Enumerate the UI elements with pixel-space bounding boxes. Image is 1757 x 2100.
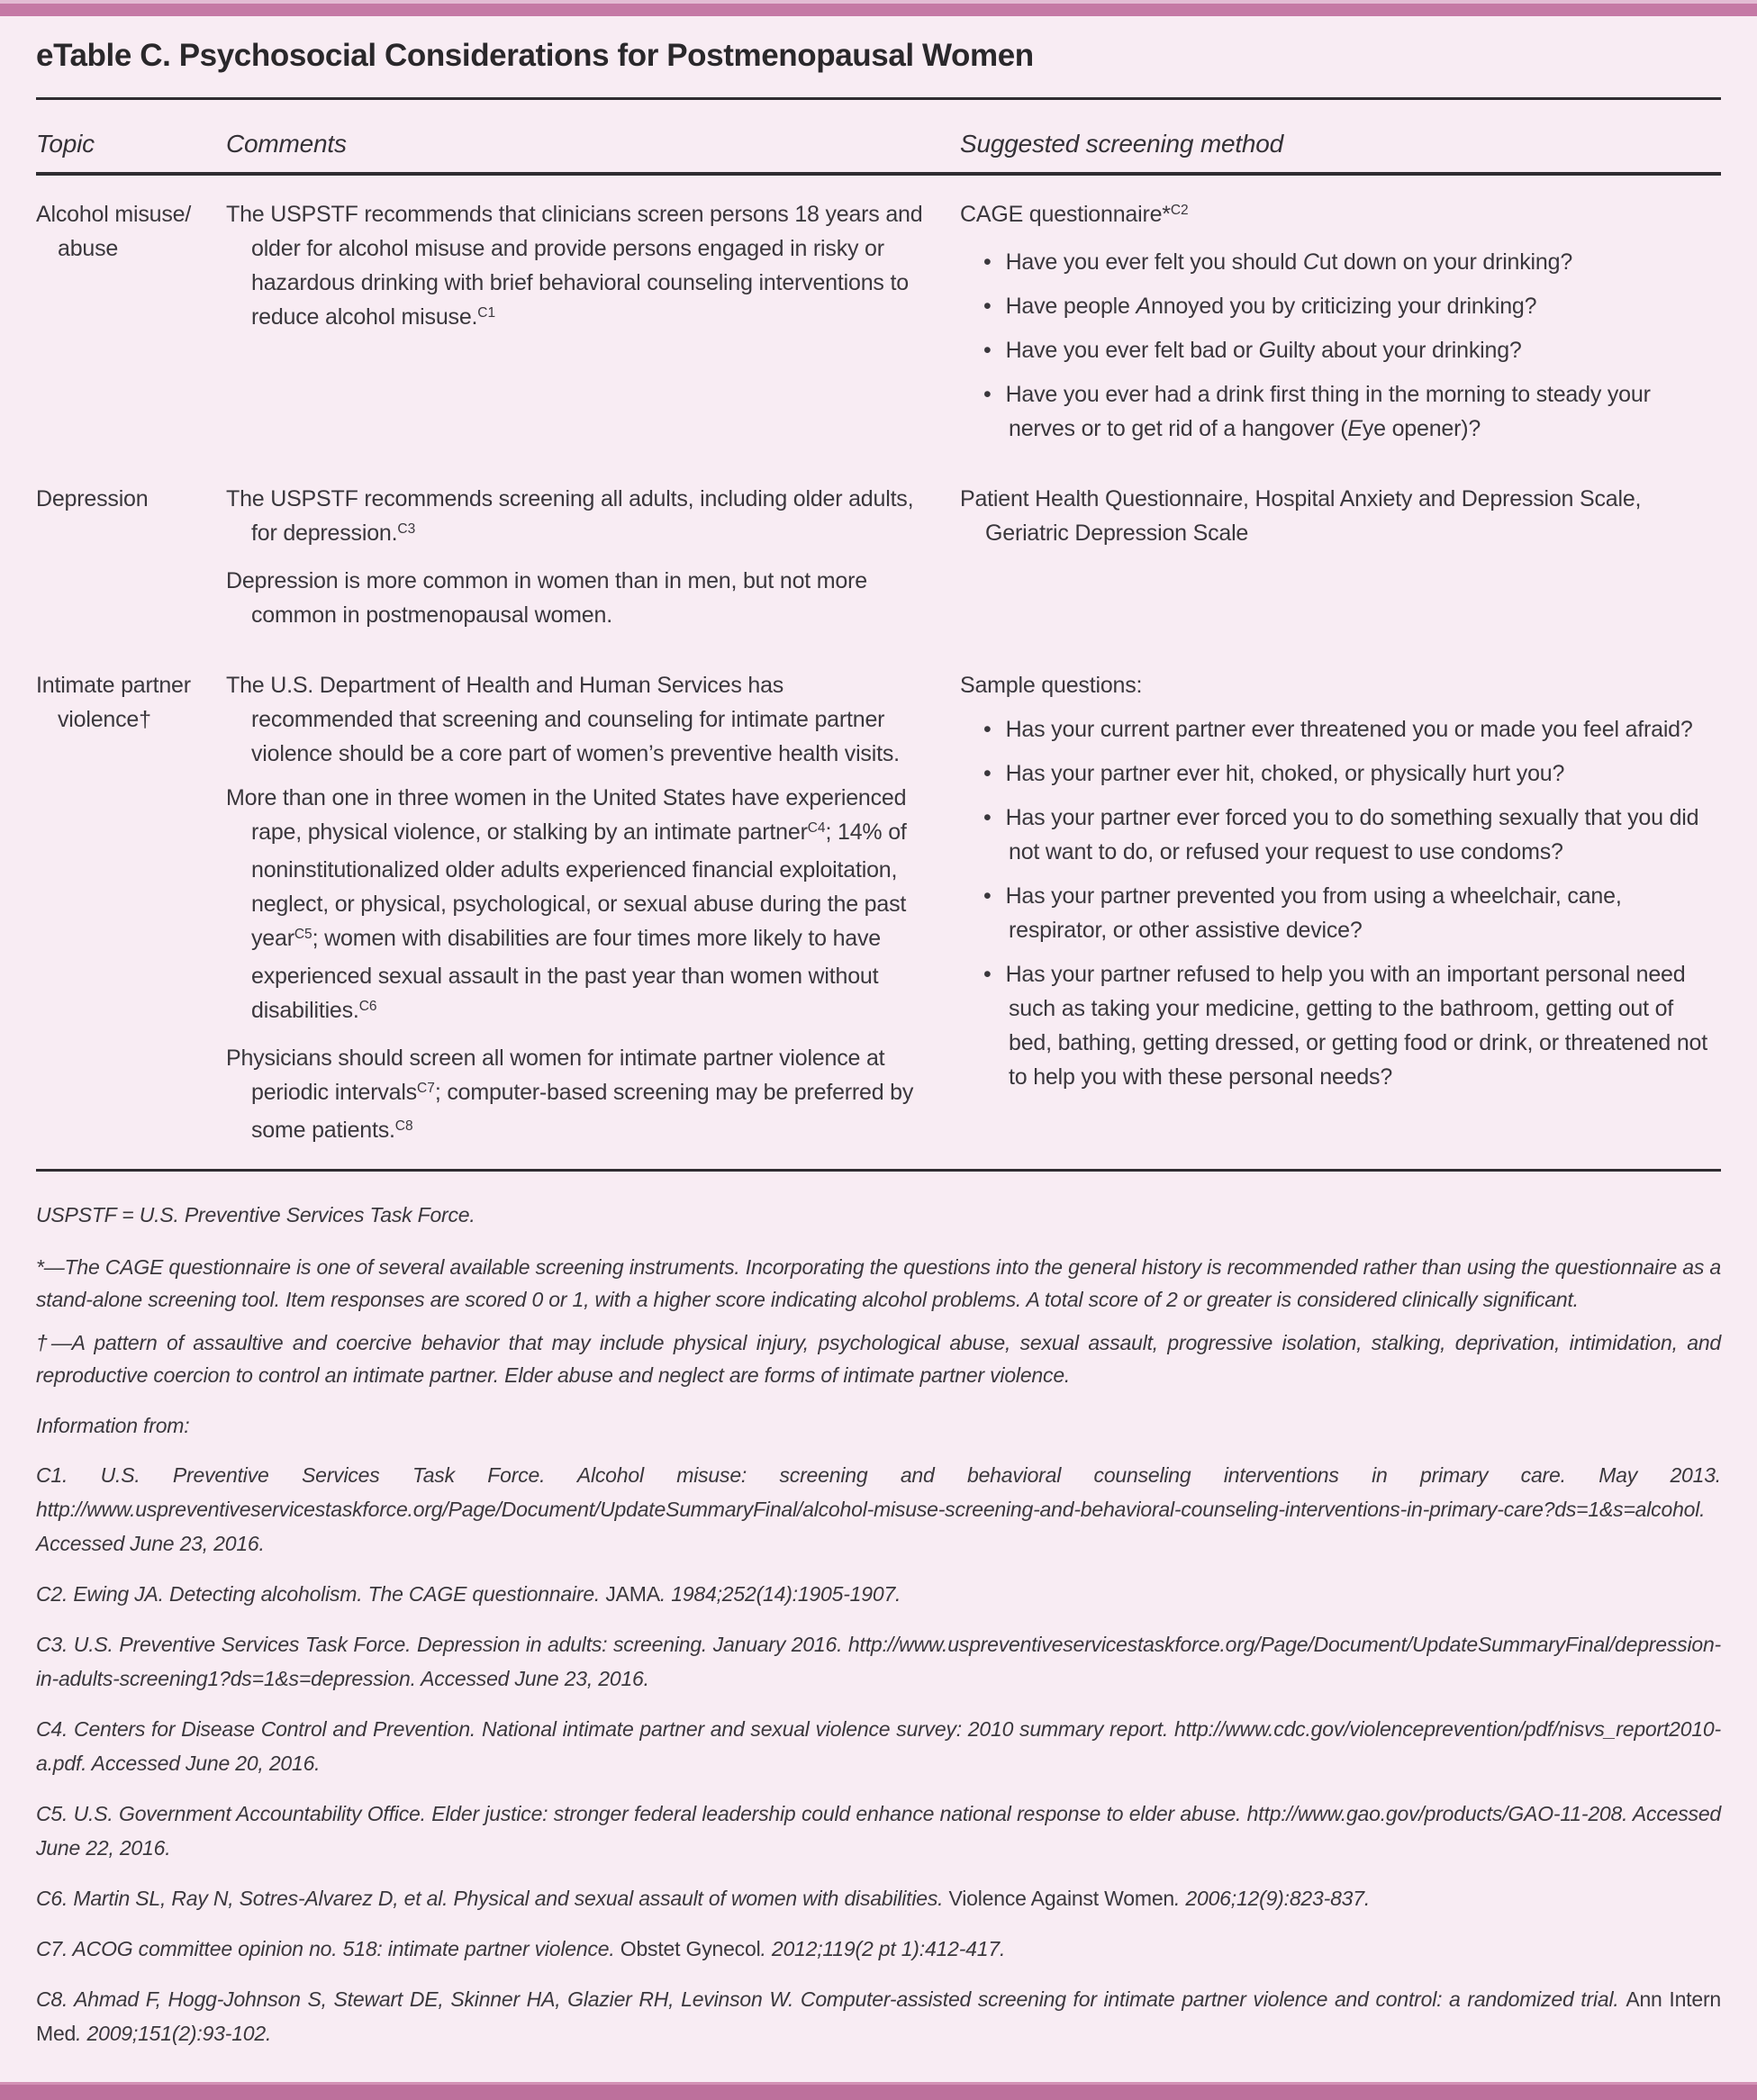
comments-cell xyxy=(226,668,960,1151)
text-segment: Has your partner prevented you from using a wheelchair, cane, respirator, or other assistive device? xyxy=(1005,883,1622,943)
text-segment: Have you ever had a drink first thing in the morning to steady your nerves or to get rid of a hangover ( xyxy=(1005,382,1651,441)
screening-question xyxy=(983,879,1721,947)
screening-question xyxy=(983,333,1721,367)
title-rule xyxy=(36,97,1721,100)
topic-cell: Intimate partner violence† xyxy=(36,673,191,732)
journal-name: Ann Intern Med xyxy=(36,1987,1721,2045)
text-segment: Has your partner ever hit, choked, or physically hurt you? xyxy=(1005,761,1565,786)
mnemonic-letter: E xyxy=(1347,416,1363,441)
text-segment: . 2009;151(2):93-102. xyxy=(76,2022,272,2045)
screening-cell xyxy=(960,197,1721,446)
footnotes-section xyxy=(36,1199,1721,2050)
text-segment: C4. Centers for Disease Control and Prevention. National intimate partner and sexual violence survey: 2010 summary report. http://www.cdc.gov/violenceprevention/pdf/nisvs_report2010-a.pdf. Accessed June 20, 2016. xyxy=(36,1717,1721,1775)
table-row-alcohol-misuse xyxy=(36,197,1721,446)
screening-cell xyxy=(960,482,1721,632)
text-segment: . 2012;119(2 pt 1):412-417. xyxy=(760,1937,1006,1960)
reference-superscript: C8 xyxy=(394,1118,413,1135)
text-segment: The USPSTF recommends that clinicians screen persons 18 years and older for alcohol misuse and provide persons engaged in risky or hazardous drinking with brief behavioral counseling interventions to reduce alcohol misuse. xyxy=(226,202,923,330)
text-segment: ye opener)? xyxy=(1362,416,1481,441)
text-segment: Physicians should screen all women for intimate partner violence at periodic intervals xyxy=(226,1045,885,1105)
reference-item xyxy=(36,1932,1721,1966)
text-segment: nnoyed you by criticizing your drinking? xyxy=(1150,294,1537,319)
reference-item xyxy=(36,1982,1721,2050)
text-segment: C3. U.S. Preventive Services Task Force. Depression in adults: screening. January 2016. http://www.uspreventiveservicestaskforce.org/Page/Document/UpdateSummaryFinal/depression-in-adults-screening1?ds=1&s=depression. Accessed June 23, 2016. xyxy=(36,1633,1721,1690)
information-from-label: Information from: xyxy=(36,1414,190,1437)
header-rule xyxy=(36,172,1721,176)
text-segment: . 2006;12(9):823-837. xyxy=(1174,1887,1371,1910)
comment-paragraph xyxy=(226,197,929,338)
text-segment: Have you ever felt bad or xyxy=(1005,338,1259,363)
table-row-depression xyxy=(36,482,1721,632)
dagger-footnote: †—A pattern of assaultive and coercive behavior that may include physical injury, psychological abuse, sexual assault, progressive isolation, stalking, deprivation, intimidation, and reproductive coercion to control an intimate partner. Elder abuse and neglect are forms of intimate partner violence. xyxy=(36,1331,1721,1387)
reference-superscript: C1 xyxy=(477,305,496,321)
screening-method-intro xyxy=(960,482,1721,550)
reference-superscript: C3 xyxy=(397,521,416,538)
text-segment: Has your partner refused to help you with an important personal need such as taking your medicine, getting to the bathroom, getting out of bed, bathing, getting dressed, or getting food or drink, or threatened not to help you with these personal needs? xyxy=(1005,962,1708,1090)
reference-list xyxy=(36,1458,1721,2050)
asterisk-footnote: *—The CAGE questionnaire is one of several available screening instruments. Incorporating the questions into the general history is recommended rather than using the questionnaire as a stand-alone screening tool. Item responses are scored 0 or 1, with a higher score indicating alcohol problems. A total score of 2 or greater is considered clinically significant. xyxy=(36,1255,1721,1311)
reference-item xyxy=(36,1577,1721,1611)
screening-cell xyxy=(960,668,1721,1151)
reference-superscript: C7 xyxy=(417,1081,435,1097)
reference-item xyxy=(36,1627,1721,1696)
bottom-accent-bar xyxy=(0,2082,1757,2100)
text-segment: More than one in three women in the United States have experienced rape, physical violence, or stalking by an intimate partner xyxy=(226,785,907,845)
column-header-topic: Topic xyxy=(36,130,95,158)
text-segment: ut down on your drinking? xyxy=(1318,249,1573,275)
text-segment: The USPSTF recommends screening all adults, including older adults, for depression. xyxy=(226,486,914,546)
text-segment: The U.S. Department of Health and Human Services has recommended that screening and counseling for intimate partner violence should be a core part of women’s preventive health visits. xyxy=(226,673,900,766)
screening-question xyxy=(983,289,1721,323)
comment-paragraph xyxy=(226,668,929,771)
reference-superscript: C2 xyxy=(1170,203,1189,219)
table-header-row xyxy=(36,127,1721,161)
table-title: eTable C. Psychosocial Considerations for Postmenopausal Women xyxy=(36,38,1034,73)
column-header-comments: Comments xyxy=(226,130,347,158)
text-segment: ; computer-based screening may be preferred by some patients. xyxy=(251,1080,914,1143)
topic-cell: Depression xyxy=(36,486,149,511)
text-segment: ; women with disabilities are four times more likely to have experienced sexual assault in the past year than women without disabilities. xyxy=(251,926,881,1023)
screening-question xyxy=(983,377,1721,446)
text-segment: Have you ever felt you should xyxy=(1005,249,1303,275)
text-segment: Sample questions: xyxy=(960,673,1143,698)
text-segment: C8. Ahmad F, Hogg-Johnson S, Stewart DE, Skinner HA, Glazier RH, Levinson W. Computer-assisted screening for intimate partner violence and control: a randomized trial. xyxy=(36,1987,1626,2011)
reference-item xyxy=(36,1712,1721,1780)
reference-superscript: C6 xyxy=(358,999,377,1015)
text-segment: Depression is more common in women than in men, but not more common in postmenopausal women. xyxy=(226,568,867,628)
text-segment: C6. Martin SL, Ray N, Sotres-Alvarez D, et al. Physical and sexual assault of women with disabilities. xyxy=(36,1887,949,1910)
abbreviation-note: USPSTF = U.S. Preventive Services Task Force. xyxy=(36,1203,475,1227)
comments-cell xyxy=(226,197,960,446)
text-segment: Has your partner ever forced you to do something sexually that you did not want to do, or refused your request to use condoms? xyxy=(1005,805,1699,864)
screening-question xyxy=(983,712,1721,747)
comment-paragraph xyxy=(226,564,929,632)
journal-name: JAMA xyxy=(605,1582,660,1606)
reference-superscript: C4 xyxy=(807,820,826,837)
text-segment: Has your current partner ever threatened you or made you feel afraid? xyxy=(1005,717,1693,742)
screening-question-list xyxy=(983,245,1721,446)
reference-item xyxy=(36,1458,1721,1561)
text-segment: C2. Ewing JA. Detecting alcoholism. The CAGE questionnaire. xyxy=(36,1582,606,1606)
text-segment: . 1984;252(14):1905-1907. xyxy=(659,1582,901,1606)
mnemonic-letter: A xyxy=(1136,294,1151,319)
comment-paragraph xyxy=(226,1041,929,1151)
table-bottom-rule xyxy=(36,1169,1721,1172)
text-segment: Patient Health Questionnaire, Hospital Anxiety and Depression Scale, Geriatric Depression Scale xyxy=(960,486,1642,546)
mnemonic-letter: G xyxy=(1258,338,1276,363)
text-segment: ; 14% of noninstitutionalized older adults experienced financial exploitation, neglect, or physical, psychological, or sexual abuse during the past year xyxy=(251,819,907,951)
screening-question xyxy=(983,957,1721,1094)
mnemonic-letter: C xyxy=(1302,249,1319,275)
topic-cell: Alcohol misuse/ abuse xyxy=(36,202,192,261)
text-segment: uilty about your drinking? xyxy=(1275,338,1522,363)
text-segment: CAGE questionnaire* xyxy=(960,202,1171,227)
reference-item xyxy=(36,1797,1721,1865)
column-header-screening: Suggested screening method xyxy=(960,130,1284,158)
screening-question-list xyxy=(983,712,1721,1094)
screening-question xyxy=(983,801,1721,869)
journal-name: Obstet Gynecol xyxy=(620,1937,761,1960)
table-row-intimate-partner-violence xyxy=(36,668,1721,1151)
top-accent-bar xyxy=(0,0,1757,16)
screening-method-intro xyxy=(960,197,1721,235)
reference-item xyxy=(36,1881,1721,1915)
comment-paragraph xyxy=(226,482,929,554)
text-segment: C5. U.S. Government Accountability Office. Elder justice: stronger federal leadership could enhance national response to elder abuse. http://www.gao.gov/products/GAO-11-208. Accessed June 22, 2016. xyxy=(36,1802,1721,1860)
comments-cell xyxy=(226,482,960,632)
text-segment: C7. ACOG committee opinion no. 518: intimate partner violence. xyxy=(36,1937,620,1960)
screening-method-intro xyxy=(960,668,1721,702)
comment-paragraph xyxy=(226,781,929,1031)
journal-name: Violence Against Women xyxy=(948,1887,1175,1910)
text-segment: C1. U.S. Preventive Services Task Force. Alcohol misuse: screening and behavioral counseling interventions in primary care. May 2013. http://www.uspreventiveservicestaskforce.org/Page/Document/UpdateSummaryFinal/alcohol-misuse-screening-and-behavioral-counseling-interventions-in-primary-care?ds=1&s=alcohol. Accessed June 23, 2016. xyxy=(36,1463,1721,1555)
reference-superscript: C5 xyxy=(294,927,312,943)
screening-question xyxy=(983,756,1721,791)
text-segment: Have people xyxy=(1005,294,1137,319)
table-content xyxy=(0,36,1757,2050)
screening-question xyxy=(983,245,1721,279)
